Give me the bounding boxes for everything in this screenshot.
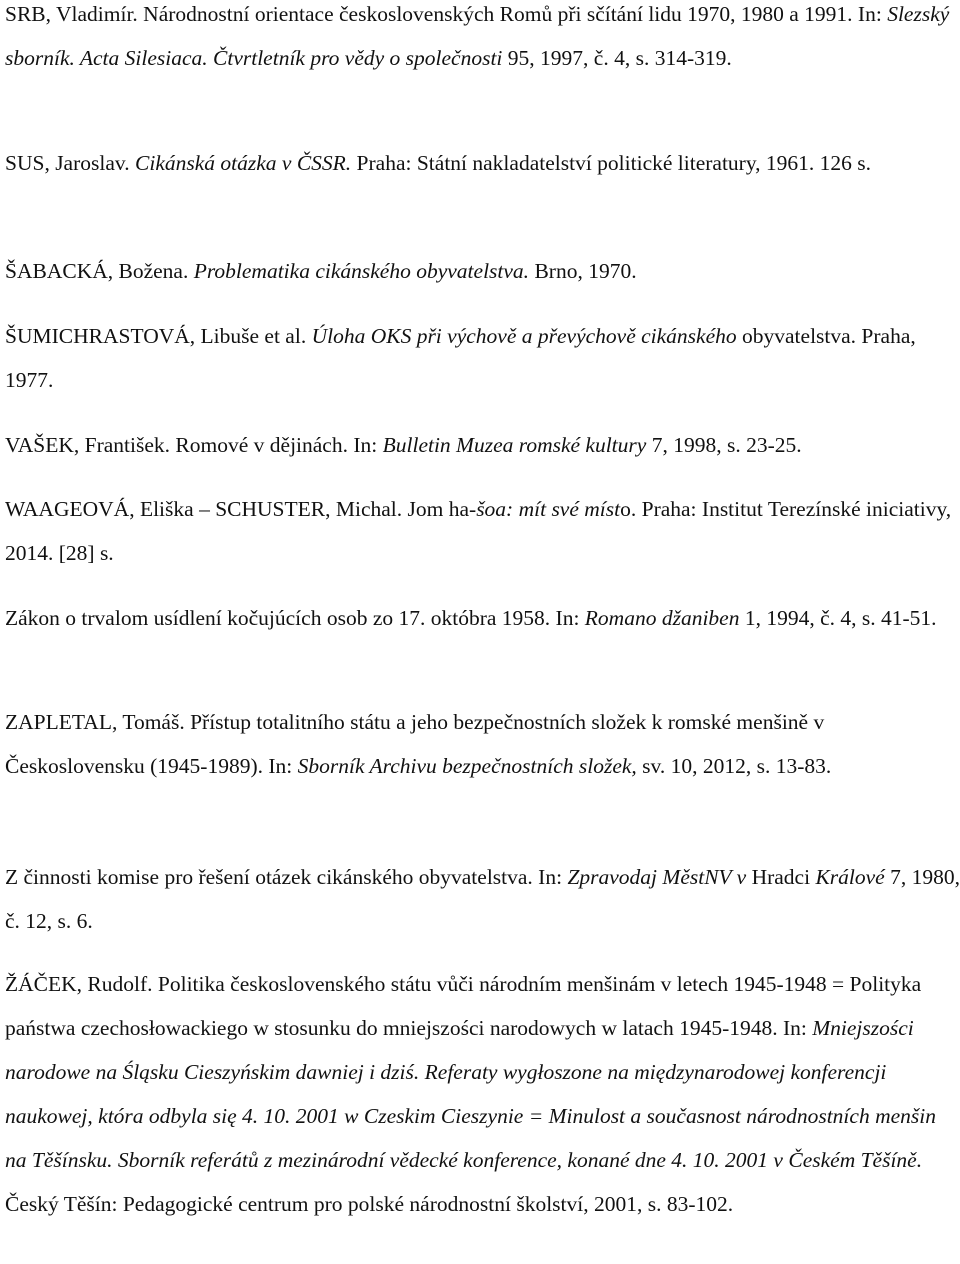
entry-text: o. Praha: Institut Terezínské iniciativy, 2014. [28] s. [5, 497, 957, 565]
entry-text: 1, 1994, č. 4, s. 41-51. [739, 606, 937, 630]
entry-text: obyvatelstva. Praha, 1977. [5, 324, 922, 392]
entry-text: SRB, Vladimír. Národnostní orientace československých Romů při sčítání lidu 1970, 1980 a 1991. In: [5, 2, 888, 26]
bibliography-entry [5, 962, 960, 1226]
bibliography-entry [5, 700, 960, 788]
entry-text: 7, 1998, s. 23-25. [646, 433, 802, 457]
entry-text: 95, 1997, č. 4, s. 314-319. [502, 46, 732, 70]
entry-italic-text: Problematika cikánského obyvatelstva. [193, 259, 530, 283]
entry-text: ŠUMICHRASTOVÁ, Libuše et al. [5, 324, 312, 348]
entry-text: Český Těšín: Pedagogické centrum pro polské národnostní školství, 2001, s. 83-102. [5, 1148, 928, 1216]
bibliography-entry [5, 314, 960, 402]
bibliography-entry [5, 423, 960, 467]
entry-text: 7, 1980, č. 12, s. 6. [5, 865, 960, 933]
entry-italic-text: Sborník Archivu bezpečnostních složek, [297, 754, 637, 778]
entry-text: Hradci [746, 865, 816, 889]
entry-italic-text: Úloha OKS při výchově a převýchově cikánského [311, 324, 737, 348]
entry-italic-text: Slezský sborník. Acta Silesiaca. Čtvrtletník pro vědy o společnosti [5, 2, 955, 70]
bibliography-entry [5, 487, 960, 575]
entry-text: ZAPLETAL, Tomáš. Přístup totalitního státu a jeho bezpečnostních složek k romské menšině v Československu (1945-1989). In: [5, 710, 830, 778]
entry-italic-text: Mniejszości narodowe na Śląsku Cieszyńskim dawniej i dziś. Referaty wygłoszone na międzynarodowej konferencji naukowej, która odbyla się 4. 10. 2001 w Czeskim Cieszynie = Minulost a současnost národnostních menšin na Těšínsku. Sborník referátů z mezinárodní vědecké konference, konané dne 4. 10. 2001 v Českém Těšíně. [5, 1016, 942, 1172]
bibliography-entry [5, 0, 960, 80]
entry-italic-text: Zpravodaj MěstNV v [567, 865, 747, 889]
entry-text: Z činnosti komise pro řešení otázek cikánského obyvatelstva. In: [5, 865, 568, 889]
bibliography-entry [5, 855, 960, 943]
entry-text: ŽÁČEK, Rudolf. Politika československého státu vůči národním menšinám v letech 1945-1948 = Polityka państwa czechosłowackiego w stosunku do mniejszości narodowych w latach 1945-1948. In: [5, 972, 927, 1040]
entry-text: WAAGEOVÁ, Eliška – SCHUSTER, Michal. Jom ha- [5, 497, 477, 521]
entry-text: ŠABACKÁ, Božena. [5, 259, 194, 283]
entry-italic-text: Romano džaniben [584, 606, 740, 630]
entry-text: sv. 10, 2012, s. 13-83. [636, 754, 832, 778]
bibliography-entry [5, 141, 960, 185]
entry-text: VAŠEK, František. Romové v dějinách. In: [5, 433, 383, 457]
bibliography-entry [5, 249, 960, 293]
entry-text: Praha: Státní nakladatelství politické literatury, 1961. 126 s. [351, 151, 872, 175]
entry-text: SUS, Jaroslav. [5, 151, 135, 175]
entry-italic-text: Bulletin Muzea romské kultury [382, 433, 647, 457]
entry-italic-text: Cikánská otázka v ČSSR. [135, 151, 352, 175]
entry-italic-text: Králové [815, 865, 885, 889]
bibliography-entry [5, 596, 960, 640]
entry-text: Brno, 1970. [529, 259, 637, 283]
entry-text: Zákon o trvalom usídlení kočujúcích osob zo 17. októbra 1958. In: [5, 606, 585, 630]
entry-italic-text: šoa: mít své míst [476, 497, 621, 521]
